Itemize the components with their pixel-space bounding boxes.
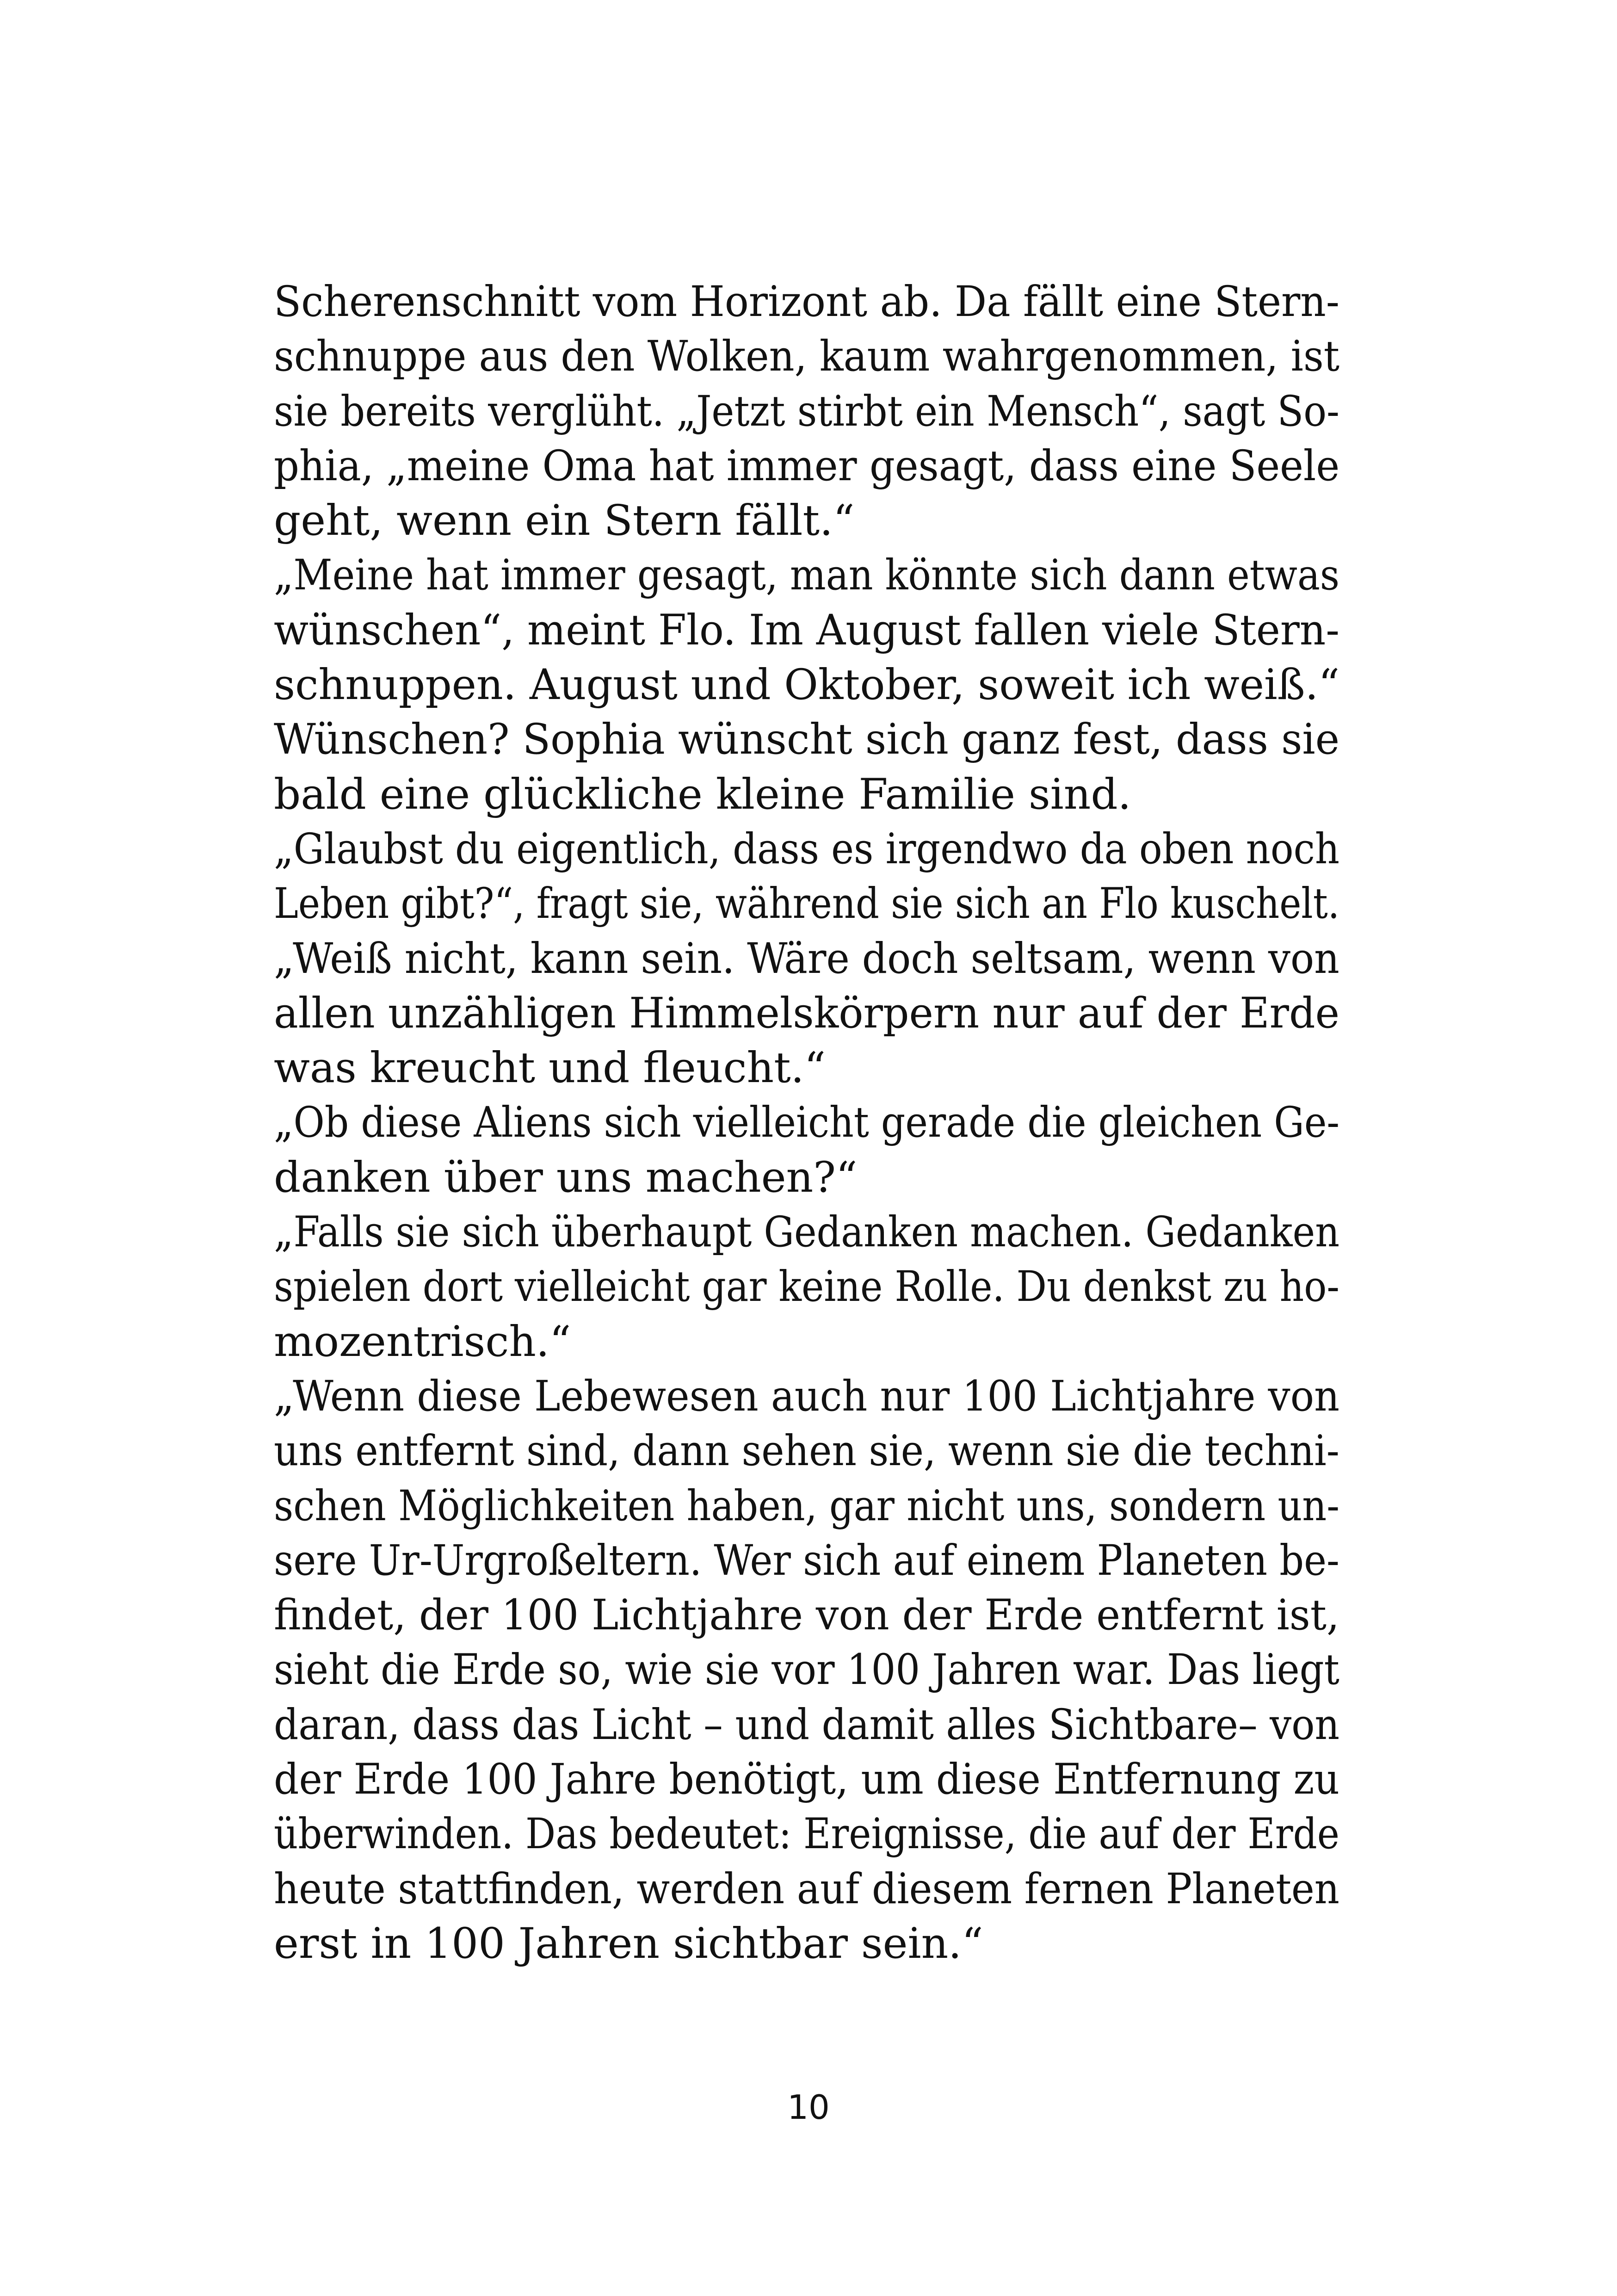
text-line: schnuppe aus den Wolken, kaum wahrgenommen, ist [274,332,1340,381]
text-line: erst in 100 Jahren sichtbar sein.“ [274,1919,983,1968]
text-line: uns entfernt sind, dann sehen sie, wenn sie die techni- [274,1427,1339,1476]
text-line: überwinden. Das bedeutet: Ereignisse, die auf der Erde [274,1810,1339,1859]
text-line: geht, wenn ein Stern fällt.“ [274,496,855,545]
text-line: sere Ur-Urgroßeltern. Wer sich auf einem Planeten be- [274,1536,1339,1585]
text-line: „Falls sie sich überhaupt Gedanken machen. Gedanken [274,1208,1340,1257]
text-line: der Erde 100 Jahre benötigt, um diese Entfernung zu [274,1755,1340,1804]
text-line: daran, dass das Licht – und damit alles Sichtbare– von [274,1700,1340,1749]
text-line: phia, „meine Oma hat immer gesagt, dass eine Seele [274,441,1340,490]
text-line: allen unzähligen Himmelskörpern nur auf der Erde [274,989,1340,1038]
text-line: schen Möglichkeiten haben, gar nicht uns, sondern un- [274,1481,1340,1530]
text-line: „Wenn diese Lebewesen auch nur 100 Lichtjahre von [274,1372,1340,1421]
text-line: heute stattfinden, werden auf diesem fernen Planeten [274,1864,1339,1913]
text-line: sie bereits verglüht. „Jetzt stirbt ein Mensch“, sagt So- [274,387,1340,436]
text-line: danken über uns machen?“ [274,1153,858,1202]
text-line: „Meine hat immer gesagt, man könnte sich dann etwas [274,551,1340,600]
body-text [274,275,1339,1971]
text-line: Scherenschnitt vom Horizont ab. Da fällt eine Stern- [274,278,1339,326]
page-number: 10 [787,2088,830,2127]
text-line: findet, der 100 Lichtjahre von der Erde entfernt ist, [274,1591,1339,1640]
text-line: wünschen“, meint Flo. Im August fallen viele Stern- [274,606,1339,655]
text-line: „Ob diese Aliens sich vielleicht gerade die gleichen Ge- [274,1098,1340,1147]
text-line: „Glaubst du eigentlich, dass es irgendwo da oben noch [274,824,1339,873]
text-line: bald eine glückliche kleine Familie sind. [274,770,1131,819]
text-line: Leben gibt?“, fragt sie, während sie sich an Flo kuschelt. [274,879,1340,928]
text-line: mozentrisch.“ [274,1317,571,1366]
text-line: sieht die Erde so, wie sie vor 100 Jahren war. Das liegt [274,1646,1339,1695]
text-line: Wünschen? Sophia wünscht sich ganz fest, dass sie [274,715,1340,764]
text-line: spielen dort vielleicht gar keine Rolle. Du denkst zu ho- [274,1262,1339,1312]
text-line: „Weiß nicht, kann sein. Wäre doch seltsam, wenn von [274,934,1339,983]
text-line: was kreucht und fleucht.“ [274,1044,826,1093]
text-line: schnuppen. August und Oktober, soweit ich weiß.“ [274,661,1340,710]
